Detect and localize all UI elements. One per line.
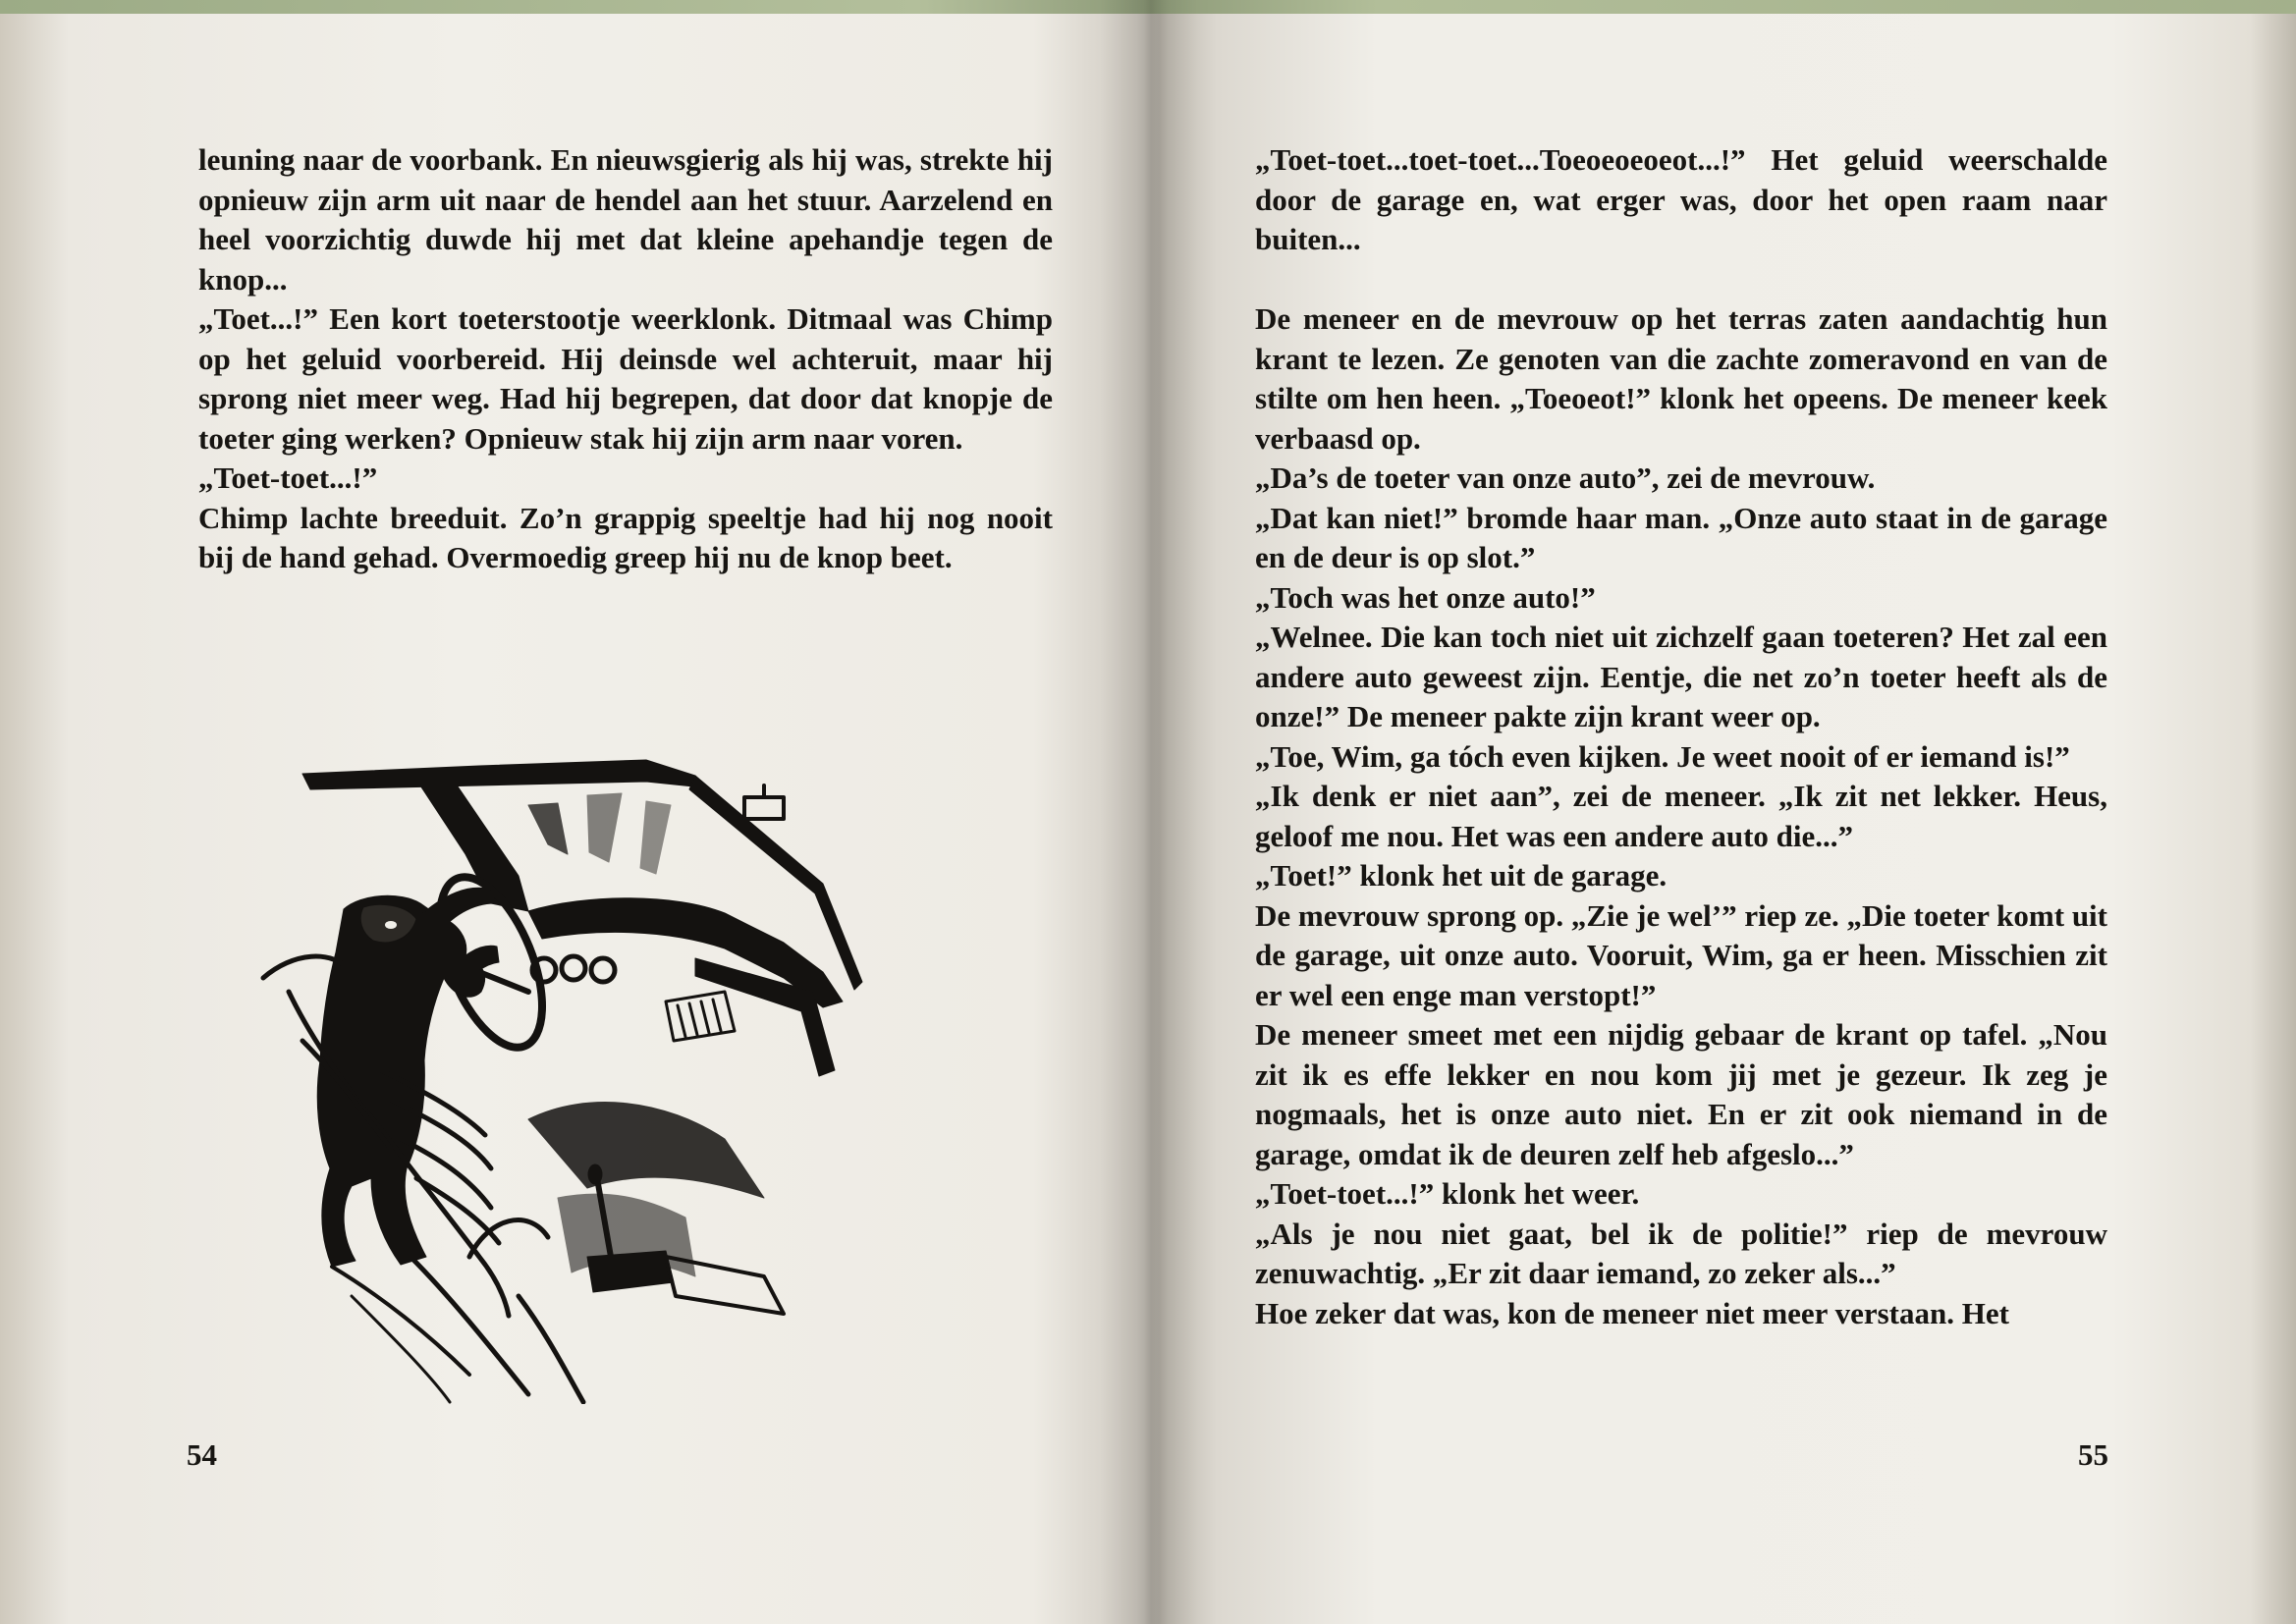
page-number-right: 55 <box>2078 1437 2108 1472</box>
left-page-text <box>198 140 1053 578</box>
car-interior-drawing <box>263 760 862 1402</box>
paragraph: De meneer en de mevrouw op het terras zaten aandachtig hun krant te lezen. Ze genoten van die zachte zomeravond en van de stilte om hen heen. „Toeoeot!” klonk het opeens. De meneer keek verbaasd op. <box>1255 301 2107 456</box>
paragraph: „Toet...!” Een kort toeterstootje weerklonk. Ditmaal was Chimp op het geluid voorbereid. Hij deinsde wel achteruit, maar hij sprong niet meer weg. Had hij begrepen, dat door dat knopje de toeter ging werken? Opnieuw stak hij zijn arm naar voren. <box>198 301 1053 456</box>
paragraph: „Toet!” klonk het uit de garage. <box>1255 858 1667 893</box>
paragraph: „Welnee. Die kan toch niet uit zichzelf gaan toeteren? Het zal een andere auto geweest zijn. Eentje, die net zo’n toeter heeft als de onze!” De meneer pakte zijn krant weer op. <box>1255 620 2107 733</box>
page-number-left: 54 <box>187 1437 217 1472</box>
paragraph: „Als je nou niet gaat, bel ik de politie!” riep de mevrouw zenuwachtig. „Er zit daar iemand, zo zeker als...” <box>1255 1216 2107 1290</box>
paragraph: „Toet-toet...!” <box>198 460 378 495</box>
paragraph: „Toet-toet...toet-toet...Toeoeoeoeot...!” Het geluid weerschalde door de garage en, wat erger was, door het open raam naar buiten... <box>1255 142 2107 256</box>
book-gutter <box>1100 0 1198 1624</box>
paragraph: Chimp lachte breeduit. Zo’n grappig speeltje had hij nog nooit bij de hand gehad. Overmoedig greep hij nu de knop beet. <box>198 500 1053 574</box>
paragraph: De meneer smeet met een nijdig gebaar de krant op tafel. „Nou zit ik es effe lekker en nou kom jij met je gezeur. Ik zeg je nogmaals, het is onze auto niet. En er zit ook niemand in de garage, omdat ik de deuren zelf heb afgeslo...” <box>1255 1017 2107 1171</box>
paragraph: „Ik denk er niet aan”, zei de meneer. „Ik zit net lekker. Heus, geloof me nou. Het was een andere auto die...” <box>1255 779 2107 853</box>
paragraph: leuning naar de voorbank. En nieuwsgierig als hij was, strekte hij opnieuw zijn arm uit naar de hendel aan het stuur. Aarzelend en heel voorzichtig duwde hij met dat kleine apehandje tegen de knop... <box>198 142 1053 297</box>
paragraph: „Da’s de toeter van onze auto”, zei de mevrouw. <box>1255 460 1876 495</box>
paragraph: „Dat kan niet!” bromde haar man. „Onze auto staat in de garage en de deur is op slot.” <box>1255 500 2107 574</box>
paragraph: „Toet-toet...!” klonk het weer. <box>1255 1176 1640 1211</box>
chimp-in-car-illustration <box>234 746 882 1404</box>
paragraph: „Toch was het onze auto!” <box>1255 579 1596 615</box>
paragraph: „Toe, Wim, ga tóch even kijken. Je weet nooit of er iemand is!” <box>1255 738 2070 774</box>
right-page-text <box>1255 140 2107 1333</box>
paragraph: De mevrouw sprong op. „Zie je wel’” riep ze. „Die toeter komt uit de garage, uit onze auto. Vooruit, Wim, ga er heen. Misschien zit er wel een enge man verstopt!” <box>1255 897 2107 1012</box>
paragraph: Hoe zeker dat was, kon de meneer niet meer verstaan. Het <box>1255 1295 2009 1330</box>
